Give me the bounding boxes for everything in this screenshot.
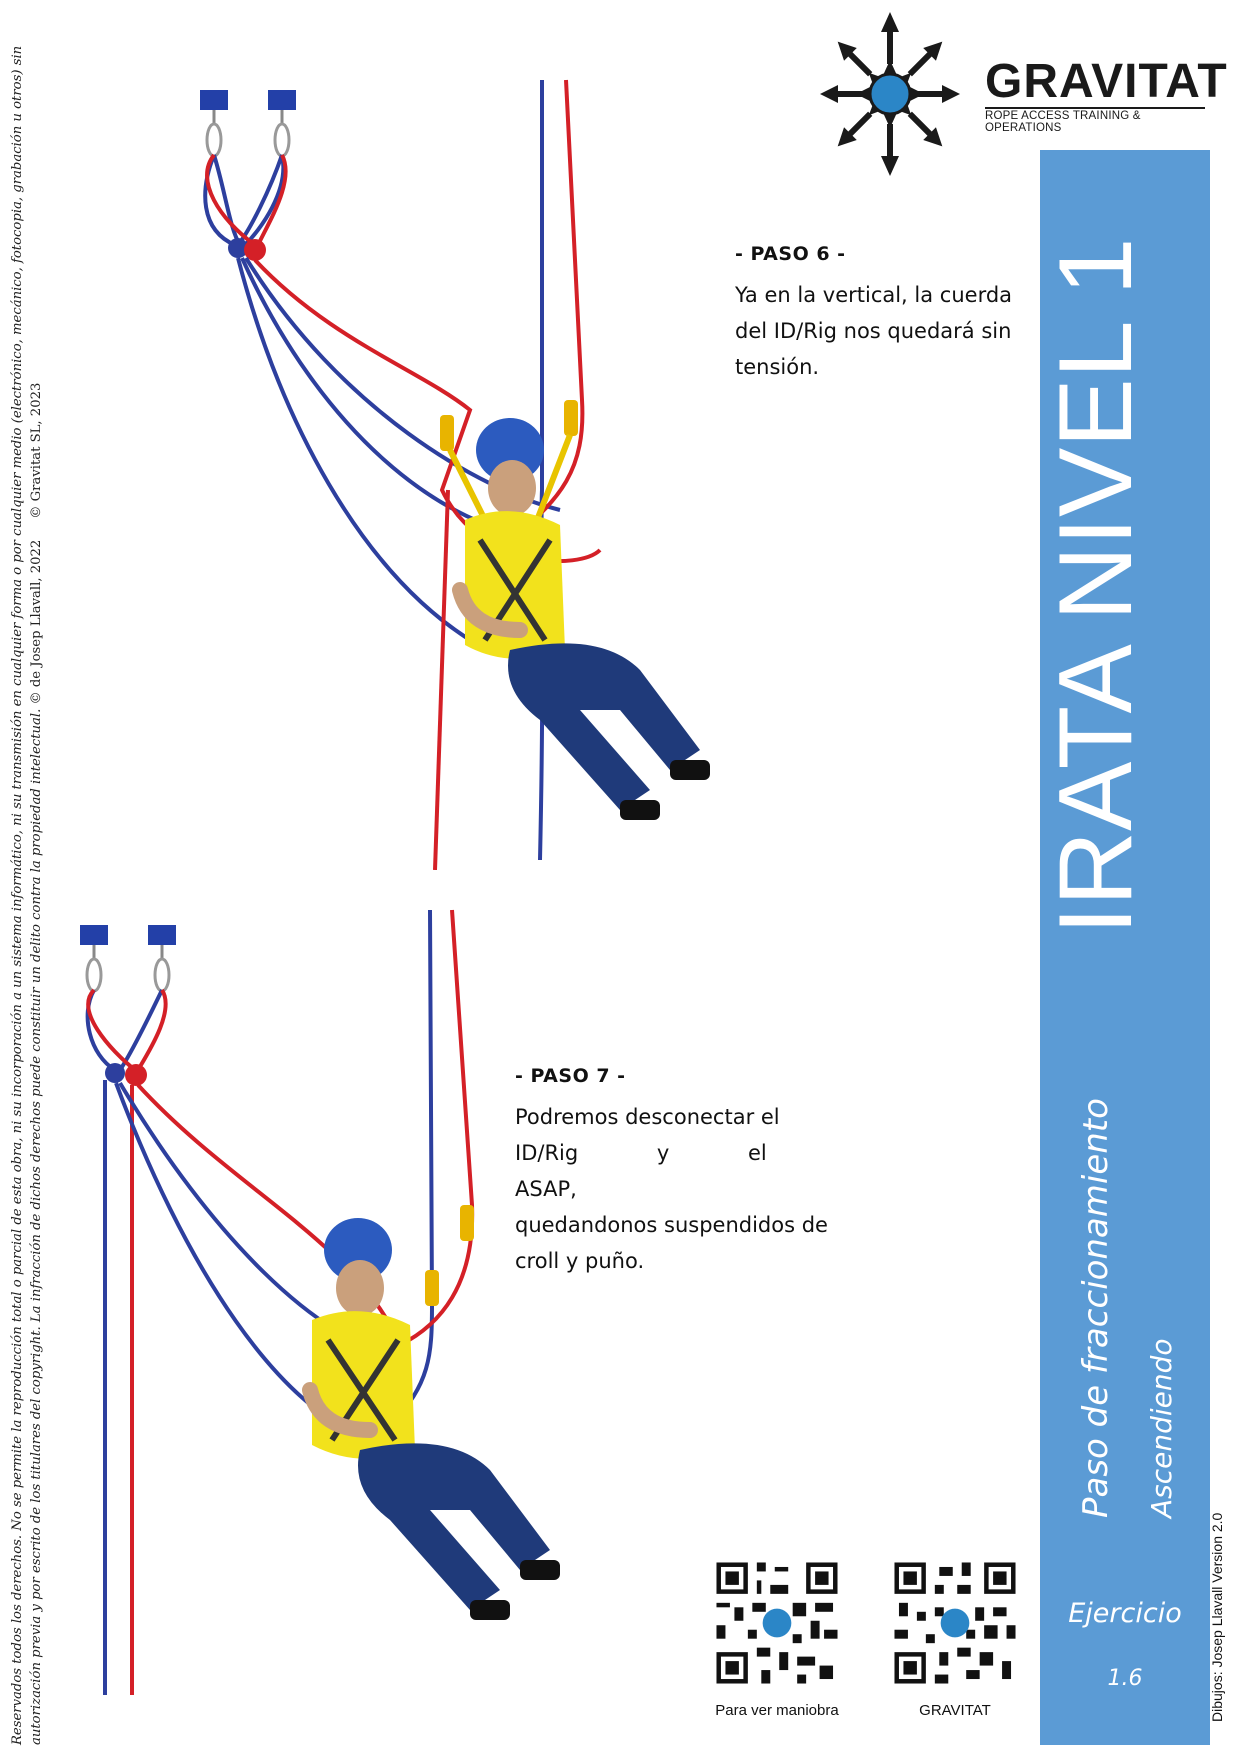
device-icon xyxy=(440,415,454,451)
carabiner-icon xyxy=(87,959,101,991)
anchor-plate-icon xyxy=(200,90,228,110)
device-icon xyxy=(460,1205,474,1241)
brand-tagline: ROPE ACCESS TRAINING & OPERATIONS xyxy=(985,107,1205,134)
step-6-line: tensión. xyxy=(735,355,820,379)
boot-icon xyxy=(470,1600,510,1620)
step-6-line: Ya en la vertical, la cuerda xyxy=(735,283,1013,307)
gravitat-logo-icon xyxy=(820,10,960,178)
copyright-line-2: autorización previa y por escrito de los titulares del copyright. La infracción de dichos derechos puede constituir un delito contra la propiedad intelectual. © de Josep Llavall, 2022 © Gravitat SL, 2023 xyxy=(29,382,44,1745)
anchor-plate-icon xyxy=(268,90,296,110)
illustration-step-6 xyxy=(180,70,740,870)
device-icon xyxy=(425,1270,439,1306)
copyright-owner: © de Josep Llavall, 2022 xyxy=(29,539,44,705)
step-7-line: quedandonos suspendidos de xyxy=(515,1213,828,1237)
qr-code-gravitat-icon[interactable] xyxy=(890,1558,1020,1688)
anchor-plate-icon xyxy=(80,925,108,945)
step-7-line: croll y puño. xyxy=(515,1249,645,1273)
panel-subtitle-ascending: Ascendiendo xyxy=(1145,1338,1178,1518)
exercise-number: 1.6 xyxy=(1107,1666,1143,1691)
boot-icon xyxy=(520,1560,560,1580)
exercise-label: Ejercicio xyxy=(1068,1598,1182,1629)
step-7-title: - PASO 7 - xyxy=(515,1065,626,1087)
boot-icon xyxy=(670,760,710,780)
panel-title: IRATA NIVEL 1 xyxy=(1038,237,1154,935)
illustration-step-7 xyxy=(60,905,640,1705)
copyright-line-1: Reservados todos los derechos. No se permite la reproducción total o parcial de esta obra, ni su incorporación a un sistema informático, ni su transmisión en cualquier forma o por cualquier medio (electrónico, mecánico, fotocopia, grabación u otros) sin xyxy=(10,45,25,1745)
step-7-line: Podremos desconectar el xyxy=(515,1105,780,1129)
step-7-line: ID/Rig y el ASAP, xyxy=(515,1141,767,1201)
drawing-credits: Dibujos: Josep Llavall Version 2.0 xyxy=(1209,1512,1225,1722)
qr-label-maneuver: Para ver maniobra xyxy=(715,1702,839,1719)
carabiner-icon xyxy=(155,959,169,991)
copyright-company: © Gravitat SL, 2023 xyxy=(29,382,44,519)
carabiner-icon xyxy=(275,124,289,156)
qr-label-gravitat: GRAVITAT xyxy=(919,1702,991,1719)
step-6-text xyxy=(735,277,1020,385)
brand-name: GRAVITAT xyxy=(985,55,1228,108)
panel-subtitle: Paso de fraccionamiento xyxy=(1076,1098,1116,1518)
anchor-plate-icon xyxy=(148,925,176,945)
carabiner-icon xyxy=(207,124,221,156)
step-6-line: del ID/Rig nos quedará sin xyxy=(735,319,1012,343)
qr-code-maneuver-icon[interactable] xyxy=(712,1558,842,1688)
copyright-notice xyxy=(8,25,46,1745)
step-6-title: - PASO 6 - xyxy=(735,243,846,265)
knot-icon xyxy=(125,1064,147,1086)
boot-icon xyxy=(620,800,660,820)
knot-icon xyxy=(105,1063,125,1083)
device-icon xyxy=(564,400,578,436)
